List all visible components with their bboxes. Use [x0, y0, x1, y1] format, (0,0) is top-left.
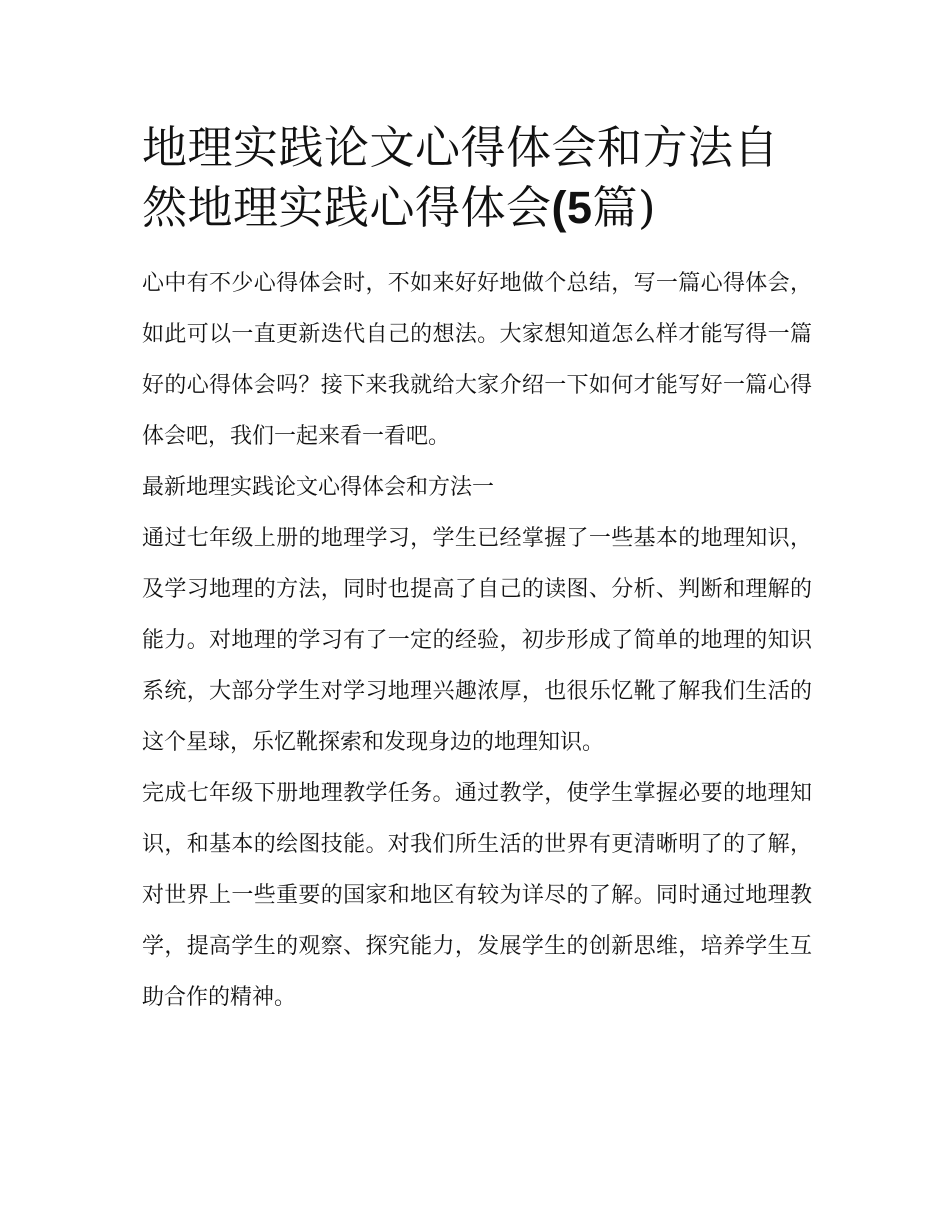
- title-count: (5: [551, 182, 593, 233]
- body-paragraph: 通过七年级上册的地理学习，学生已经掌握了一些基本的地理知识，及学习地理的方法，同时也提高了自己的读图、分析、判断和理解的能力。对地理的学习有了一定的经验，初步形成了简单的地理的知识系统，大部分学生对学习地理兴趣浓厚，也很乐忆靴了解我们生活的这个星球，乐忆靴探索和发现身边的地理知识。: [142, 526, 812, 755]
- intro-paragraph: 心中有不少心得体会时，不如来好好地做个总结，写一篇心得体会，如此可以一直更新迭代自己的想法。大家想知道怎么样才能写得一篇好的心得体会吗？接下来我就给大家介绍一下如何才能写好一篇心得体会吧，我们一起来看一看吧。: [142, 271, 812, 449]
- title-suffix: 篇): [592, 181, 657, 234]
- document-page: [142, 118, 812, 1023]
- section-heading: 最新地理实践论文心得体会和方法一: [142, 475, 495, 500]
- body-paragraph: 完成七年级下册地理教学任务。通过教学，使学生掌握必要的地理知识，和基本的绘图技能。对我们所生活的世界有更清晰明了的了解，对世界上一些重要的国家和地区有较为详尽的了解。同时通过地理教学，提高学生的观察、探究能力，发展学生的创新思维，培养学生互助合作的精神。: [142, 781, 812, 1010]
- title-text: 地理实践论文心得体会和方法自然地理实践心得体会: [142, 121, 780, 234]
- document-title: [142, 118, 812, 238]
